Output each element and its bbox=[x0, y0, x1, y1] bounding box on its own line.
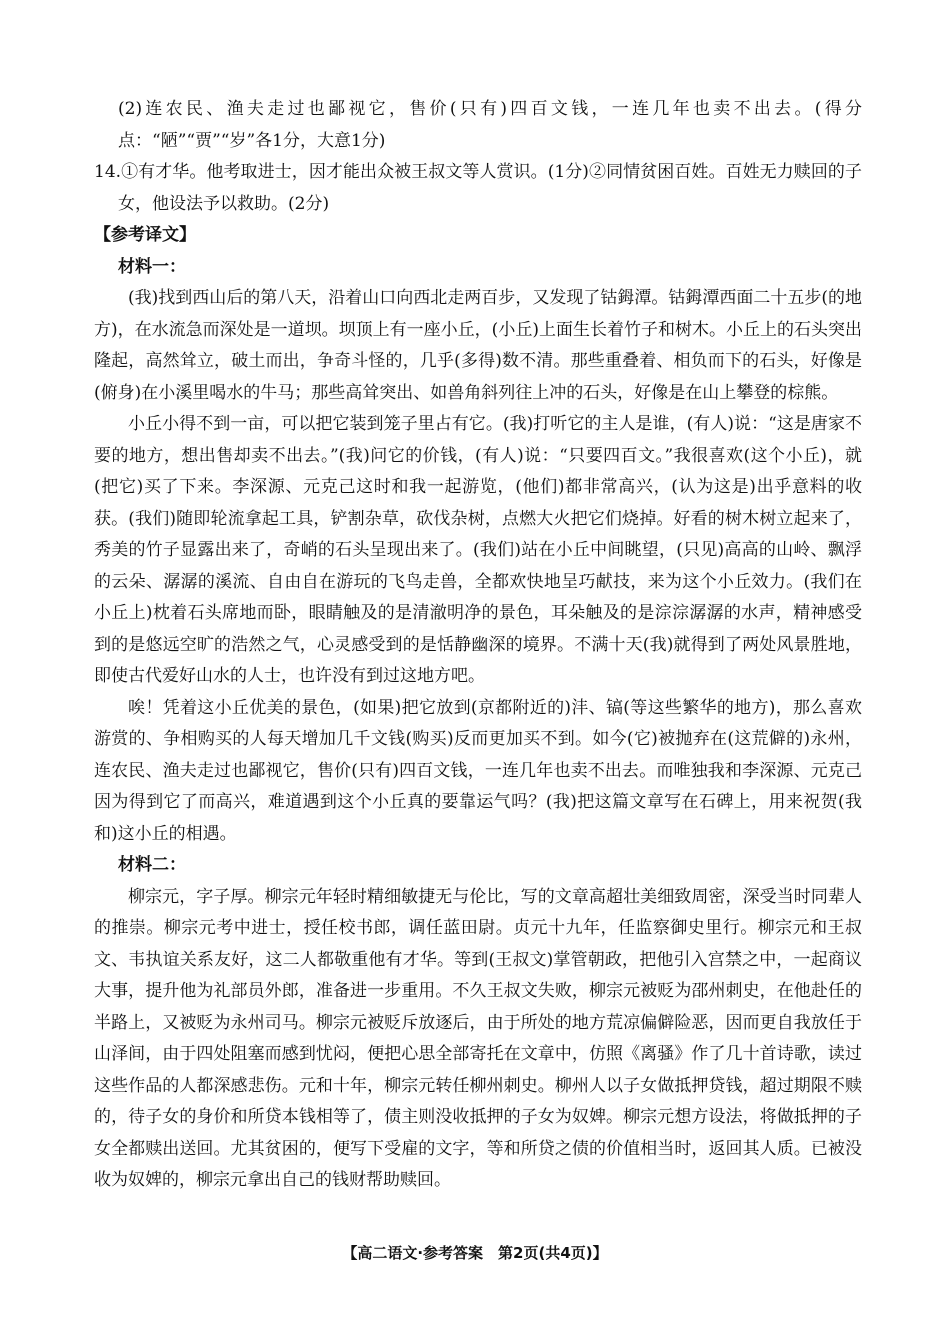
q13-answer-part2: (2)连农民、渔夫走过也鄙视它，售价(只有)四百文钱，一连几年也卖不出去。(得分点：“陋”“贾”“岁”各1分，大意1分) bbox=[118, 99, 862, 151]
material1-paragraph-3: 唉！凭着这小丘优美的景色，(如果)把它放到(京都附近的)沣、镐(等这些繁华的地方)，那么喜欢游赏的、争相购买的人每天增加几千文钱(购买)反而更加买不到。如今(它)被抛弃在(这荒僻的)永州，连农民、渔夫走过也鄙视它，售价(只有)四百文钱，一连几年也卖不出去。而唯独我和李深源、元克己因为得到它了而高兴，难道遇到这个小丘真的要靠运气吗？(我)把这篇文章写在石碑上，用来祝贺(我和)这小丘的相遇。 bbox=[94, 697, 862, 844]
q14-answer: 14.①有才华。他考取进士，因才能出众被王叔文等人赏识。(1分)②同情贫困百姓。百姓无力赎回的子女，他设法予以救助。(2分) bbox=[94, 162, 862, 214]
translation-heading: 【参考译文】 bbox=[94, 225, 196, 245]
material1-paragraph-1: (我)找到西山后的第八天，沿着山口向西北走两百步，又发现了钴鉧潭。钴鉧潭西面二十五步(的地方)，在水流急而深处是一道坝。坝顶上有一座小丘，(小丘)上面生长着竹子和树木。小丘上的石头突出隆起，高然耸立，破土而出，争奇斗怪的，几乎(多得)数不清。那些重叠着、相负而下的石头，好像是(俯身)在小溪里喝水的牛马；那些高耸突出、如兽角斜列往上冲的石头，好像是在山上攀登的棕熊。 bbox=[94, 288, 862, 403]
page-footer: 【高二语文·参考答案 第2页(共4页)】 bbox=[342, 1244, 608, 1262]
material1-title: 材料一： bbox=[118, 256, 186, 277]
material2-title: 材料二： bbox=[118, 855, 186, 875]
material1-paragraph-2: 小丘小得不到一亩，可以把它装到笼子里占有它。(我)打听它的主人是谁，(有人)说：“这是唐家不要的地方，想出售却卖不出去。”(我)问它的价钱，(有人)说：“只要四百文。”我很喜欢(这个小丘)，就(把它)买了下来。李深源、元克己这时和我一起游览，(他们)都非常高兴，(认为这是)出乎意料的收获。(我们)随即轮流拿起工具，铲割杂草，砍伐杂树，点燃大火把它们烧掉。好看的树木树立起来了，秀美的竹子显露出来了，奇峭的石头呈现出来了。(我们)站在小丘中间眺望，(只见)高高的山岭、飘浮的云朵、潺潺的溪流、自由自在游玩的飞鸟走兽，全都欢快地呈巧献技，来为这个小丘效力。(我们在小丘上)枕着石头席地而卧，眼睛触及的是清澈明净的景色，耳朵触及的是淙淙潺潺的水声，精神感受到的是悠远空旷的浩然之气，心灵感受到的是恬静幽深的境界。不满十天(我)就得到了两处风景胜地，即使古代爱好山水的人士，也许没有到过这地方吧。 bbox=[94, 414, 862, 686]
material2-paragraph-1: 柳宗元，字子厚。柳宗元年轻时精细敏捷无与伦比，写的文章高超壮美细致周密，深受当时同辈人的推崇。柳宗元考中进士，授任校书郎，调任蓝田尉。贞元十九年，任监察御史里行。柳宗元和王叔文、韦执谊关系友好，这二人都敬重他有才华。等到(王叔文)掌管朝政，把他引入宫禁之中，一起商议大事，提升他为礼部员外郎，准备进一步重用。不久王叔文失败，柳宗元被贬为邵州刺史，在他赴任的半路上，又被贬为永州司马。柳宗元被贬斥放逐后，由于所处的地方荒凉偏僻险恶，因而更自我放任于山泽间，由于四处阻塞而感到忧闷，便把心思全部寄托在文章中，仿照《离骚》作了几十首诗歌，读过这些作品的人都深感悲伤。元和十年，柳宗元转任柳州刺史。柳州人以子女做抵押贷钱，超过期限不赎的，待子女的身价和所贷本钱相等了，债主则没收抵押的子女为奴婢。柳宗元想方设法，将做抵押的子女全都赎出送回。尤其贫困的，便写下受雇的文字，等和所贷之债的价值相当时，返回其人质。已被没收为奴婢的，柳宗元拿出自己的钱财帮助赎回。 bbox=[94, 886, 862, 1190]
